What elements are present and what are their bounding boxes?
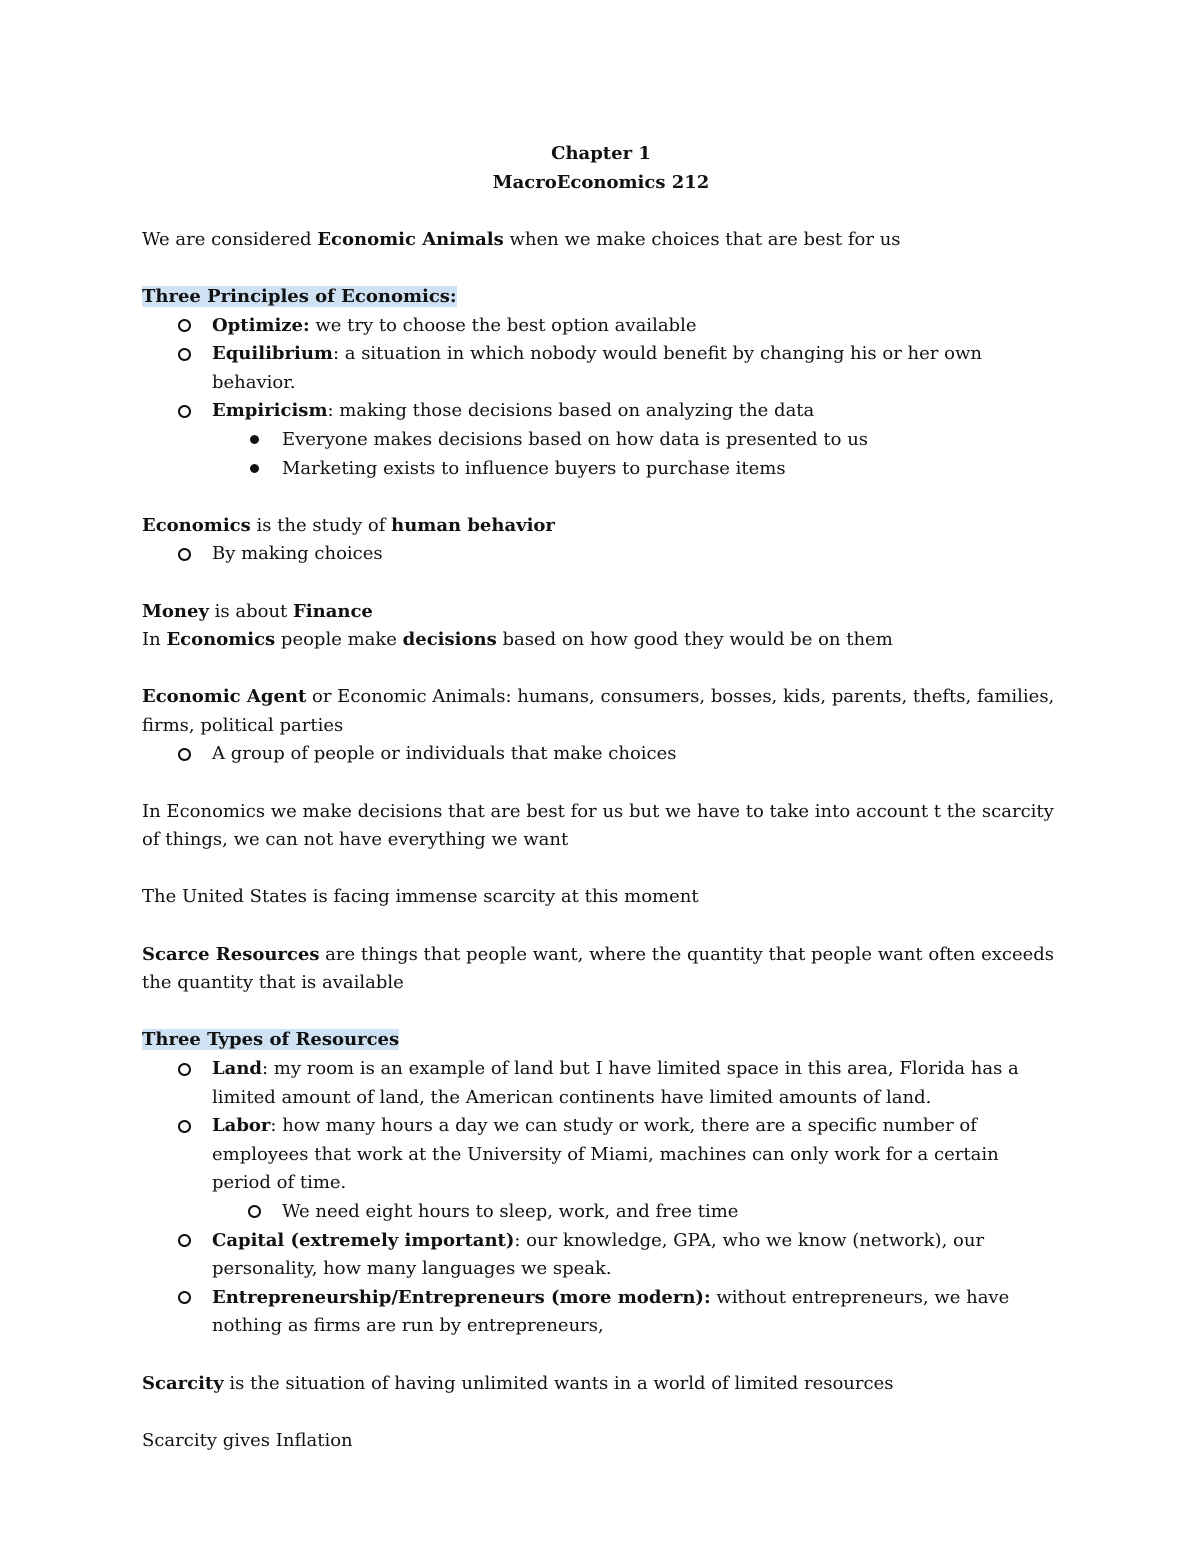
item-term: Land xyxy=(212,1058,262,1079)
disc-bullet-icon xyxy=(242,455,266,484)
item-term: Capital (extremely important) xyxy=(212,1229,515,1251)
economics-definition xyxy=(142,512,1060,541)
decisions-term-2: decisions xyxy=(402,629,497,651)
scarce-term: Scarce Resources xyxy=(142,943,320,965)
item-text: without entrepreneurs, we have nothing as firms are run by entrepreneurs, xyxy=(212,1286,1010,1337)
circle-bullet-icon xyxy=(172,540,196,569)
item-text: : a situation in which nobody would benefit by changing his or her own behavior. xyxy=(212,343,982,393)
item-term: Optimize: xyxy=(212,314,310,336)
item-text: we try to choose the best option available xyxy=(309,314,697,336)
def-text: is the study of xyxy=(250,514,392,536)
agent-list xyxy=(142,740,1060,769)
chapter-title: Chapter 1 xyxy=(551,143,651,164)
money-term-2: Finance xyxy=(293,600,373,622)
resources-heading xyxy=(142,1026,1060,1055)
decisions-paragraph xyxy=(142,626,1060,655)
item-text: : my room is an example of land but I have limited space in this area, Florida has a limited amount of land, the American continents have limited amounts of land. xyxy=(212,1058,1019,1108)
circle-bullet-icon xyxy=(172,1112,196,1141)
item-text: : making those decisions based on analyzing the data xyxy=(327,400,815,422)
list-item xyxy=(142,1055,1060,1112)
list-item xyxy=(142,340,1060,397)
economics-list xyxy=(142,540,1060,569)
disc-bullet-icon xyxy=(242,426,266,455)
item-text: : how many hours a day we can study or work, there are a specific number of employees that work at the University of Miami, machines can only work for a certain period of time. xyxy=(212,1115,999,1194)
scarcity-paragraph: In Economics we make decisions that are best for us but we have to take into account t the scarcity of things, we can not have everything we want xyxy=(142,800,1054,851)
item-text: A group of people or individuals that make choices xyxy=(212,743,677,765)
scarcity-text: is the situation of having unlimited wants in a world of limited resources xyxy=(223,1372,894,1394)
intro-text-end: when we make choices that are best for us xyxy=(503,228,901,250)
agent-paragraph xyxy=(142,683,1060,740)
money-text: is about xyxy=(208,600,294,622)
money-paragraph xyxy=(142,598,1060,627)
list-subitem xyxy=(142,1198,1060,1227)
list-item xyxy=(142,1112,1060,1198)
circle-bullet-icon xyxy=(172,397,196,426)
list-subitem xyxy=(142,426,1060,455)
circle-bullet-icon xyxy=(172,340,196,369)
scarce-text: are things that people want, where the quantity that people want often exceeds the quantity that is available xyxy=(142,943,1055,994)
circle-bullet-icon xyxy=(172,1055,196,1084)
item-term: Labor xyxy=(212,1115,271,1137)
principles-list xyxy=(142,312,1060,484)
scarcity-term: Scarcity xyxy=(142,1372,224,1394)
decisions-text: In xyxy=(142,629,167,651)
def-term-2: human behavior xyxy=(391,514,555,536)
scarce-resources-paragraph xyxy=(142,941,1060,998)
list-item xyxy=(142,740,1060,769)
def-term: Economics xyxy=(142,514,251,536)
resources-list xyxy=(142,1055,1060,1341)
inflation-paragraph: Scarcity gives Inflation xyxy=(142,1429,353,1451)
list-item xyxy=(142,397,1060,426)
subitem-text: Marketing exists to influence buyers to purchase items xyxy=(282,457,786,479)
subitem-text: Everyone makes decisions based on how data is presented to us xyxy=(282,428,869,450)
money-term: Money xyxy=(142,600,209,622)
scarcity-definition xyxy=(142,1370,1060,1399)
principles-heading-text: Three Principles of Economics: xyxy=(142,285,457,307)
principles-heading xyxy=(142,283,1060,312)
item-text: : our knowledge, GPA, who we know (network), our personality, how many languages we speak. xyxy=(212,1229,985,1280)
item-term: Empiricism xyxy=(212,400,328,422)
item-term: Entrepreneurship/Entrepreneurs (more modern): xyxy=(212,1286,711,1308)
resources-heading-text: Three Types of Resources xyxy=(142,1029,400,1051)
agent-text: or Economic Animals: humans, consumers, bosses, kids, parents, thefts, families, firms, political parties xyxy=(142,686,1055,736)
circle-bullet-icon xyxy=(172,1284,196,1313)
circle-bullet-icon xyxy=(172,1227,196,1256)
list-item xyxy=(142,312,1060,341)
intro-paragraph xyxy=(142,226,1060,255)
decisions-text-end: based on how good they would be on them xyxy=(496,629,893,651)
circle-bullet-icon xyxy=(242,1198,266,1227)
intro-term: Economic Animals xyxy=(317,228,504,250)
decisions-text-mid: people make xyxy=(275,629,403,651)
decisions-term: Economics xyxy=(166,629,276,651)
list-item xyxy=(142,540,1060,569)
intro-text: We are considered xyxy=(142,228,318,250)
list-item xyxy=(142,1227,1060,1284)
item-text: By making choices xyxy=(212,543,383,565)
item-term: Equilibrium xyxy=(212,343,333,365)
subitem-text: We need eight hours to sleep, work, and free time xyxy=(282,1200,739,1222)
course-title: MacroEconomics 212 xyxy=(492,171,710,193)
list-item xyxy=(142,1284,1060,1341)
list-subitem xyxy=(142,455,1060,484)
us-paragraph: The United States is facing immense scarcity at this moment xyxy=(142,886,699,908)
circle-bullet-icon xyxy=(172,740,196,769)
circle-bullet-icon xyxy=(172,312,196,341)
agent-term: Economic Agent xyxy=(142,686,307,708)
